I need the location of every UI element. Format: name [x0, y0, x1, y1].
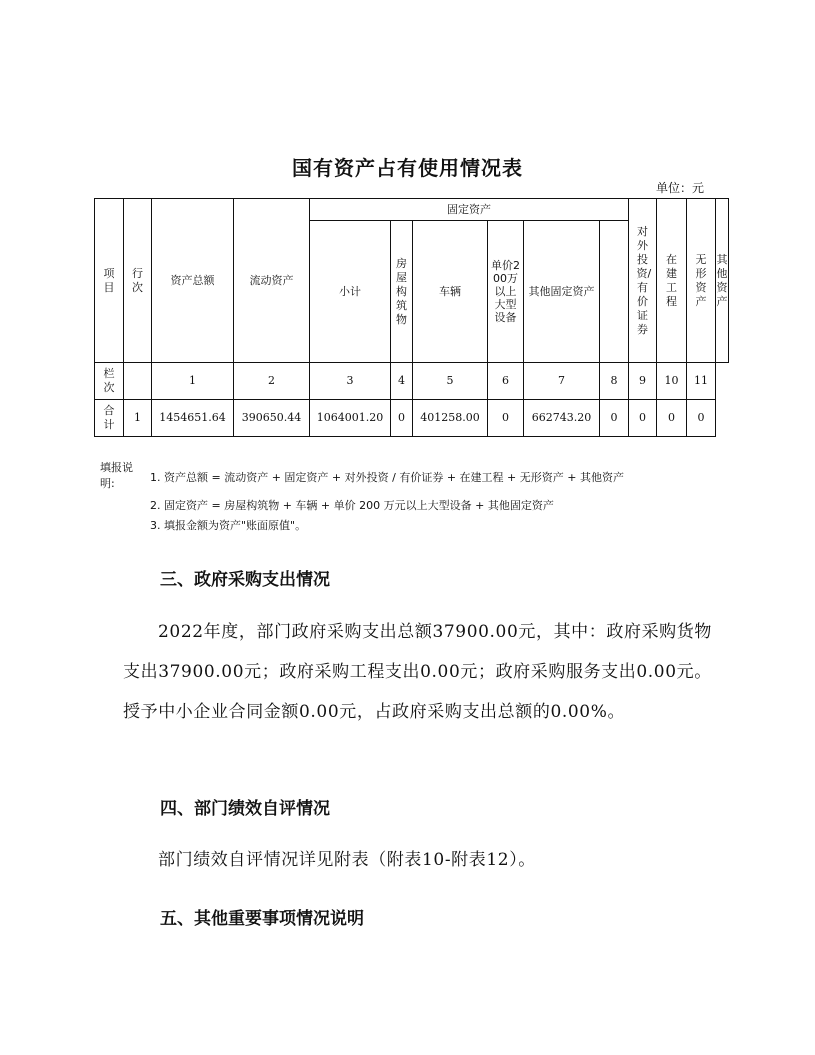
column-number: 7	[524, 363, 600, 400]
column-number: 5	[413, 363, 488, 400]
total-value: 401258.00	[413, 400, 488, 437]
column-row-label: 栏次	[95, 363, 124, 400]
total-value: 1064001.20	[310, 400, 391, 437]
header-intangible: 无形资产	[687, 199, 716, 363]
section-heading-other: 五、其他重要事项情况说明	[160, 909, 364, 929]
total-value: 662743.20	[524, 400, 600, 437]
table-row-total	[95, 400, 729, 437]
column-row-empty	[124, 363, 152, 400]
total-value: 0	[657, 400, 687, 437]
section-body-performance: 部门绩效自评情况详见附表（附表10-附表12）。	[158, 850, 536, 870]
column-number: 4	[391, 363, 413, 400]
total-value: 390650.44	[234, 400, 310, 437]
header-fixed-assets: 固定资产	[310, 199, 629, 221]
column-number: 6	[488, 363, 524, 400]
total-row-no: 1	[124, 400, 152, 437]
unit-label: 单位：元	[656, 181, 705, 195]
header-total-assets: 资产总额	[152, 199, 234, 363]
column-number: 8	[600, 363, 629, 400]
table-title: 国有资产占有使用情况表	[292, 156, 523, 180]
header-other-assets: 其他资产	[716, 199, 729, 363]
note-line: 2. 固定资产 = 房屋构筑物 + 车辆 + 单价 200 万元以上大型设备 + 其他固定资产	[150, 499, 554, 512]
total-value: 0	[629, 400, 657, 437]
total-value: 0	[600, 400, 629, 437]
header-investment: 对外投资/有价证券	[629, 199, 657, 363]
total-value: 1454651.64	[152, 400, 234, 437]
asset-table	[94, 198, 729, 437]
header-vehicles: 车辆	[413, 221, 488, 363]
note-line: 1. 资产总额 = 流动资产 + 固定资产 + 对外投资 / 有价证券 + 在建工程 + 无形资产 + 其他资产	[150, 471, 624, 484]
header-item: 项目	[95, 199, 124, 363]
column-number: 11	[687, 363, 716, 400]
column-number: 2	[234, 363, 310, 400]
header-row-no: 行次	[124, 199, 152, 363]
section-heading-procurement: 三、政府采购支出情况	[160, 570, 330, 590]
header-current-assets: 流动资产	[234, 199, 310, 363]
column-number: 10	[657, 363, 687, 400]
section-body-procurement: 2022年度，部门政府采购支出总额37900.00元，其中：政府采购货物支出37900.00元；政府采购工程支出0.00元；政府采购服务支出0.00元。授予中小企业合同金额0.00元，占政府采购支出总额的0.00%。	[123, 622, 712, 722]
total-value: 0	[391, 400, 413, 437]
header-buildings: 房屋构筑物	[391, 221, 413, 363]
total-value: 0	[687, 400, 716, 437]
header-construction: 在建工程	[657, 199, 687, 363]
header-other-fixed: 其他固定资产	[524, 221, 600, 363]
notes-label: 填报说明:	[100, 461, 133, 490]
total-row-label: 合计	[95, 400, 124, 437]
header-large-equipment: 单价200万以上大型设备	[488, 221, 524, 363]
note-line: 3. 填报金额为资产"账面原值"。	[150, 519, 307, 532]
header-subtotal: 小计	[310, 221, 391, 363]
column-number: 9	[629, 363, 657, 400]
section-heading-performance: 四、部门绩效自评情况	[160, 799, 330, 819]
table-row-column-numbers	[95, 363, 729, 400]
column-number: 1	[152, 363, 234, 400]
column-number: 3	[310, 363, 391, 400]
total-value: 0	[488, 400, 524, 437]
